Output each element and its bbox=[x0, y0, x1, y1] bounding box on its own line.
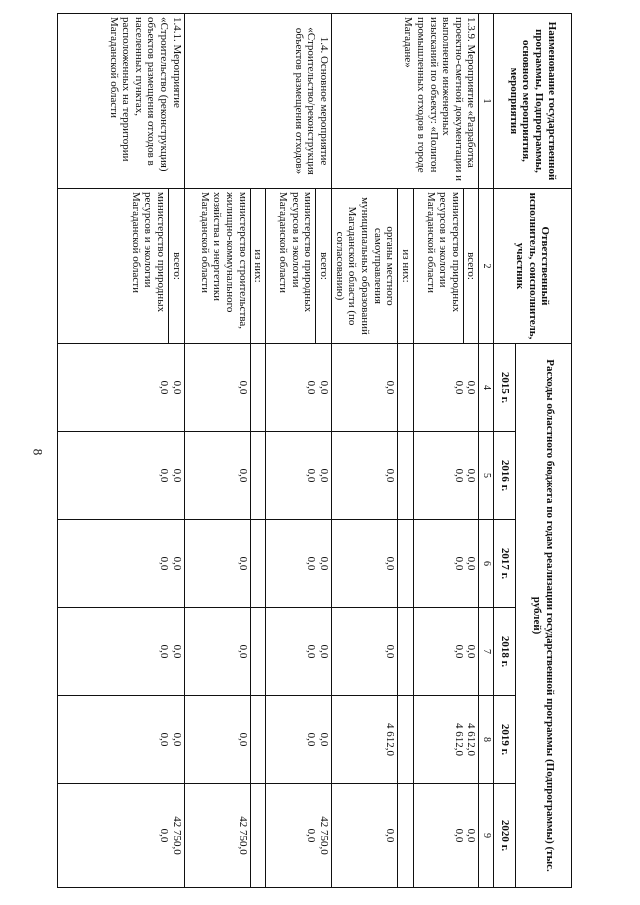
header-year: 2016 г. bbox=[494, 432, 516, 520]
value-cell: 0,0 bbox=[184, 520, 250, 608]
column-index: 8 bbox=[479, 696, 494, 784]
executor-total: всего: bbox=[463, 189, 479, 344]
executor-cell: министерство природных ресурсов и экологии Магаданской области bbox=[413, 189, 463, 344]
program-name-cell: 1.4. Основное мероприятие «Строительство/реконструкция объектов размещения отходов» bbox=[184, 14, 331, 189]
value-cell: 0,0 bbox=[184, 344, 250, 432]
value-cell: 0,0 bbox=[332, 608, 398, 696]
value-cell: 42 750,0 0,0 bbox=[266, 784, 332, 888]
value-cell: 0,0 0,0 bbox=[266, 696, 332, 784]
header-year: 2020 г. bbox=[494, 784, 516, 888]
value-cell: 0,0 bbox=[184, 608, 250, 696]
column-index: 2 bbox=[479, 189, 494, 344]
page-number: 8 bbox=[30, 448, 46, 456]
value-cell: 4 612,0 4 612,0 bbox=[413, 696, 479, 784]
value-cell: 0,0 0,0 bbox=[266, 344, 332, 432]
column-index: 5 bbox=[479, 432, 494, 520]
header-year: 2015 г. bbox=[494, 344, 516, 432]
column-index: 6 bbox=[479, 520, 494, 608]
header-year: 2019 г. bbox=[494, 696, 516, 784]
column-index: 9 bbox=[479, 784, 494, 888]
value-cell: 0,0 0,0 bbox=[58, 432, 185, 520]
value-cell: 0,0 bbox=[184, 432, 250, 520]
value-cell: 4 612,0 bbox=[332, 696, 398, 784]
executor-subheading: из них: bbox=[398, 189, 414, 344]
value-cell: 0,0 bbox=[332, 344, 398, 432]
value-cell: 0,0 0,0 bbox=[58, 696, 185, 784]
value-cell: 0,0 0,0 bbox=[266, 520, 332, 608]
executor-cell: министерство природных ресурсов и экологии Магаданской области bbox=[58, 189, 169, 344]
program-name-cell: 1.3.9. Мероприятие «Разработка проектно-сметной документации и выполнение инженерных изысканий по объекту: «Полигон промышленных отходов в городе Магадане» bbox=[332, 14, 479, 189]
executor-cell: министерство строительства, жилищно-коммунального хозяйства и энергетики Магаданской области bbox=[184, 189, 250, 344]
value-cell: 0,0 0,0 bbox=[413, 520, 479, 608]
column-index: 7 bbox=[479, 608, 494, 696]
header-expenses: Расходы областного бюджета по годам реализации государственной программы (Подпрограммы) (тыс. рублей) bbox=[516, 344, 572, 888]
value-cell: 0,0 0,0 bbox=[413, 432, 479, 520]
value-cell: 0,0 bbox=[184, 696, 250, 784]
budget-table bbox=[57, 13, 572, 888]
executor-total: всего: bbox=[169, 189, 185, 344]
executor-total: всего: bbox=[316, 189, 332, 344]
executor-cell: органы местного самоуправления муниципальных образований Магаданской области (по согласованию) bbox=[332, 189, 398, 344]
header-year: 2017 г. bbox=[494, 520, 516, 608]
value-cell: 0,0 bbox=[332, 520, 398, 608]
value-cell: 0,0 0,0 bbox=[266, 608, 332, 696]
executor-cell: министерство природных ресурсов и экологии Магаданской области bbox=[266, 189, 316, 344]
program-name-cell: 1.4.1. Мероприятие «Строительство (реконструкция) объектов размещения отходов в населенных пунктах, расположенных на территории Магаданской области bbox=[58, 14, 185, 189]
header-name: Наименование государственной программы, Подпрограммы, основного мероприятия, мероприятия bbox=[494, 14, 572, 189]
value-cell: 42 750,0 bbox=[184, 784, 250, 888]
value-cell: 0,0 0,0 bbox=[58, 520, 185, 608]
value-cell: 42 750,0 0,0 bbox=[58, 784, 185, 888]
value-cell: 0,0 bbox=[332, 432, 398, 520]
header-executor: Ответственный исполнитель, соисполнитель, участник bbox=[494, 189, 572, 344]
value-cell: 0,0 0,0 bbox=[266, 432, 332, 520]
value-cell: 0,0 bbox=[332, 784, 398, 888]
rotated-table-container bbox=[57, 13, 572, 887]
executor-subheading: из них: bbox=[250, 189, 266, 344]
value-cell: 0,0 0,0 bbox=[58, 344, 185, 432]
column-index: 1 bbox=[479, 14, 494, 189]
value-cell: 0,0 0,0 bbox=[413, 344, 479, 432]
value-cell: 0,0 0,0 bbox=[58, 608, 185, 696]
value-cell: 0,0 0,0 bbox=[413, 784, 479, 888]
column-index: 4 bbox=[479, 344, 494, 432]
header-year: 2018 г. bbox=[494, 608, 516, 696]
value-cell: 0,0 0,0 bbox=[413, 608, 479, 696]
